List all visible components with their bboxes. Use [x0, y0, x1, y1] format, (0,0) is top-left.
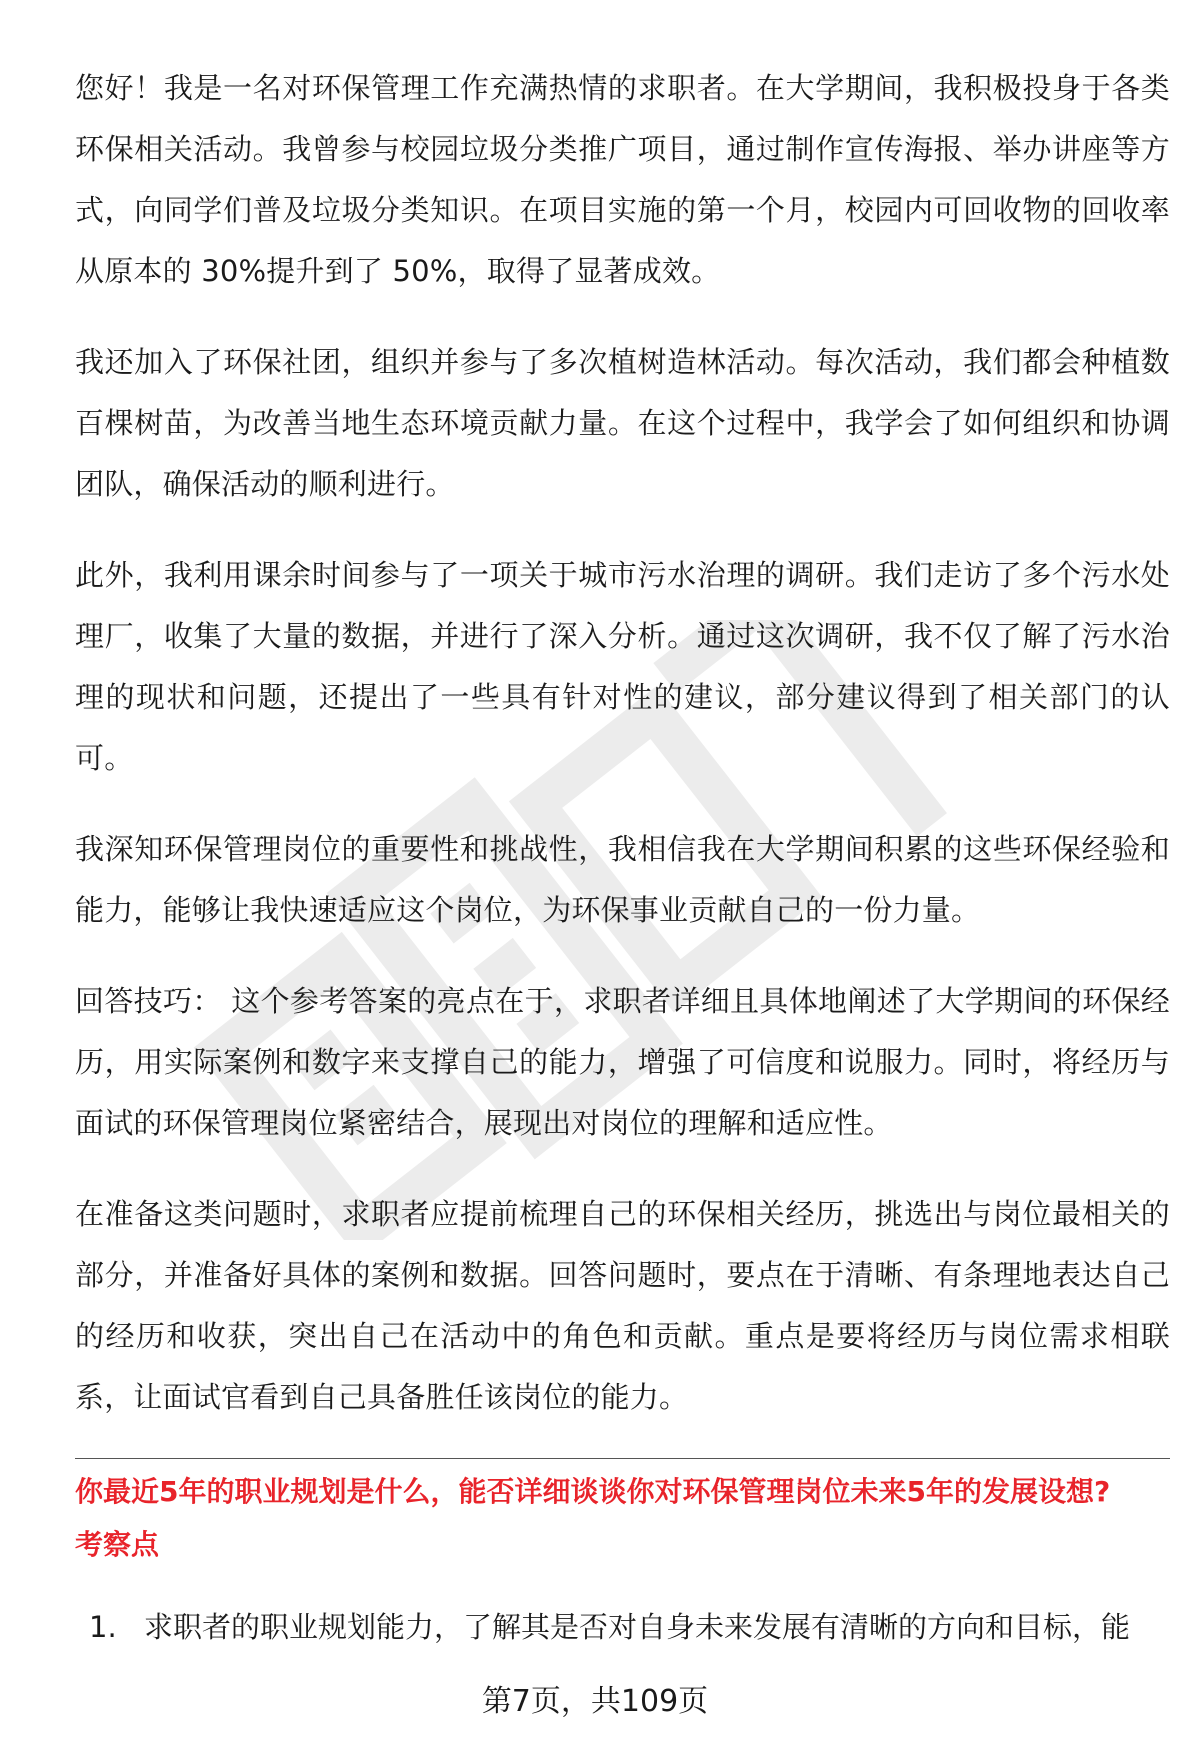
assessment-points-title: 考察点 — [75, 1528, 160, 1561]
section-divider — [75, 1458, 1170, 1459]
assessment-points-list — [75, 1599, 1170, 1655]
preparation-paragraph: 在准备这类问题时，求职者应提前梳理自己的环保相关经历，挑选出与岗位最相关的部分，并准备好具体的案例和数据。回答问题时，要点在于清晰、有条理地表达自己的经历和收获，突出自己在活动中的角色和贡献。重点是要将经历与岗位需求相联系，让面试官看到自己具备胜任该岗位的能力。 — [75, 1197, 1170, 1414]
answer-paragraph-4: 我深知环保管理岗位的重要性和挑战性，我相信我在大学期间积累的这些环保经验和能力，能够让我快速适应这个岗位，为环保事业贡献自己的一份力量。 — [75, 832, 1170, 927]
list-item-text: 求职者的职业规划能力，了解其是否对自身未来发展有清晰的方向和目标，能 — [144, 1610, 1131, 1644]
page-number-footer: 第7页，共109页 — [0, 1682, 1190, 1722]
main-content — [75, 58, 1170, 1655]
answer-paragraph-1: 您好！我是一名对环保管理工作充满热情的求职者。在大学期间，我积极投身于各类环保相关活动。我曾参与校园垃圾分类推广项目，通过制作宣传海报、举办讲座等方式，向同学们普及垃圾分类知识。在项目实施的第一个月，校园内可回收物的回收率从原本的 30%提升到了 50%，取得了显著成效。 — [75, 71, 1170, 288]
list-item-number: 1. — [89, 1610, 117, 1644]
answer-paragraph-2: 我还加入了环保社团，组织并参与了多次植树造林活动。每次活动，我们都会种植数百棵树苗，为改善当地生态环境贡献力量。在这个过程中，我学会了如何组织和协调团队，确保活动的顺利进行。 — [75, 345, 1170, 501]
answer-paragraph-3: 此外，我利用课余时间参与了一项关于城市污水治理的调研。我们走访了多个污水处理厂，收集了大量的数据，并进行了深入分析。通过这次调研，我不仅了解了污水治理的现状和问题，还提出了一些具有针对性的建议，部分建议得到了相关部门的认可。 — [75, 558, 1170, 775]
answer-tips-paragraph: 回答技巧： 这个参考答案的亮点在于，求职者详细且具体地阐述了大学期间的环保经历，用实际案例和数字来支撑自己的能力，增强了可信度和说服力。同时，将经历与面试的环保管理岗位紧密结合，展现出对岗位的理解和适应性。 — [75, 984, 1170, 1140]
list-item — [75, 1599, 1170, 1655]
interview-question: 你最近5年的职业规划是什么，能否详细谈谈你对环保管理岗位未来5年的发展设想? — [75, 1475, 1111, 1508]
